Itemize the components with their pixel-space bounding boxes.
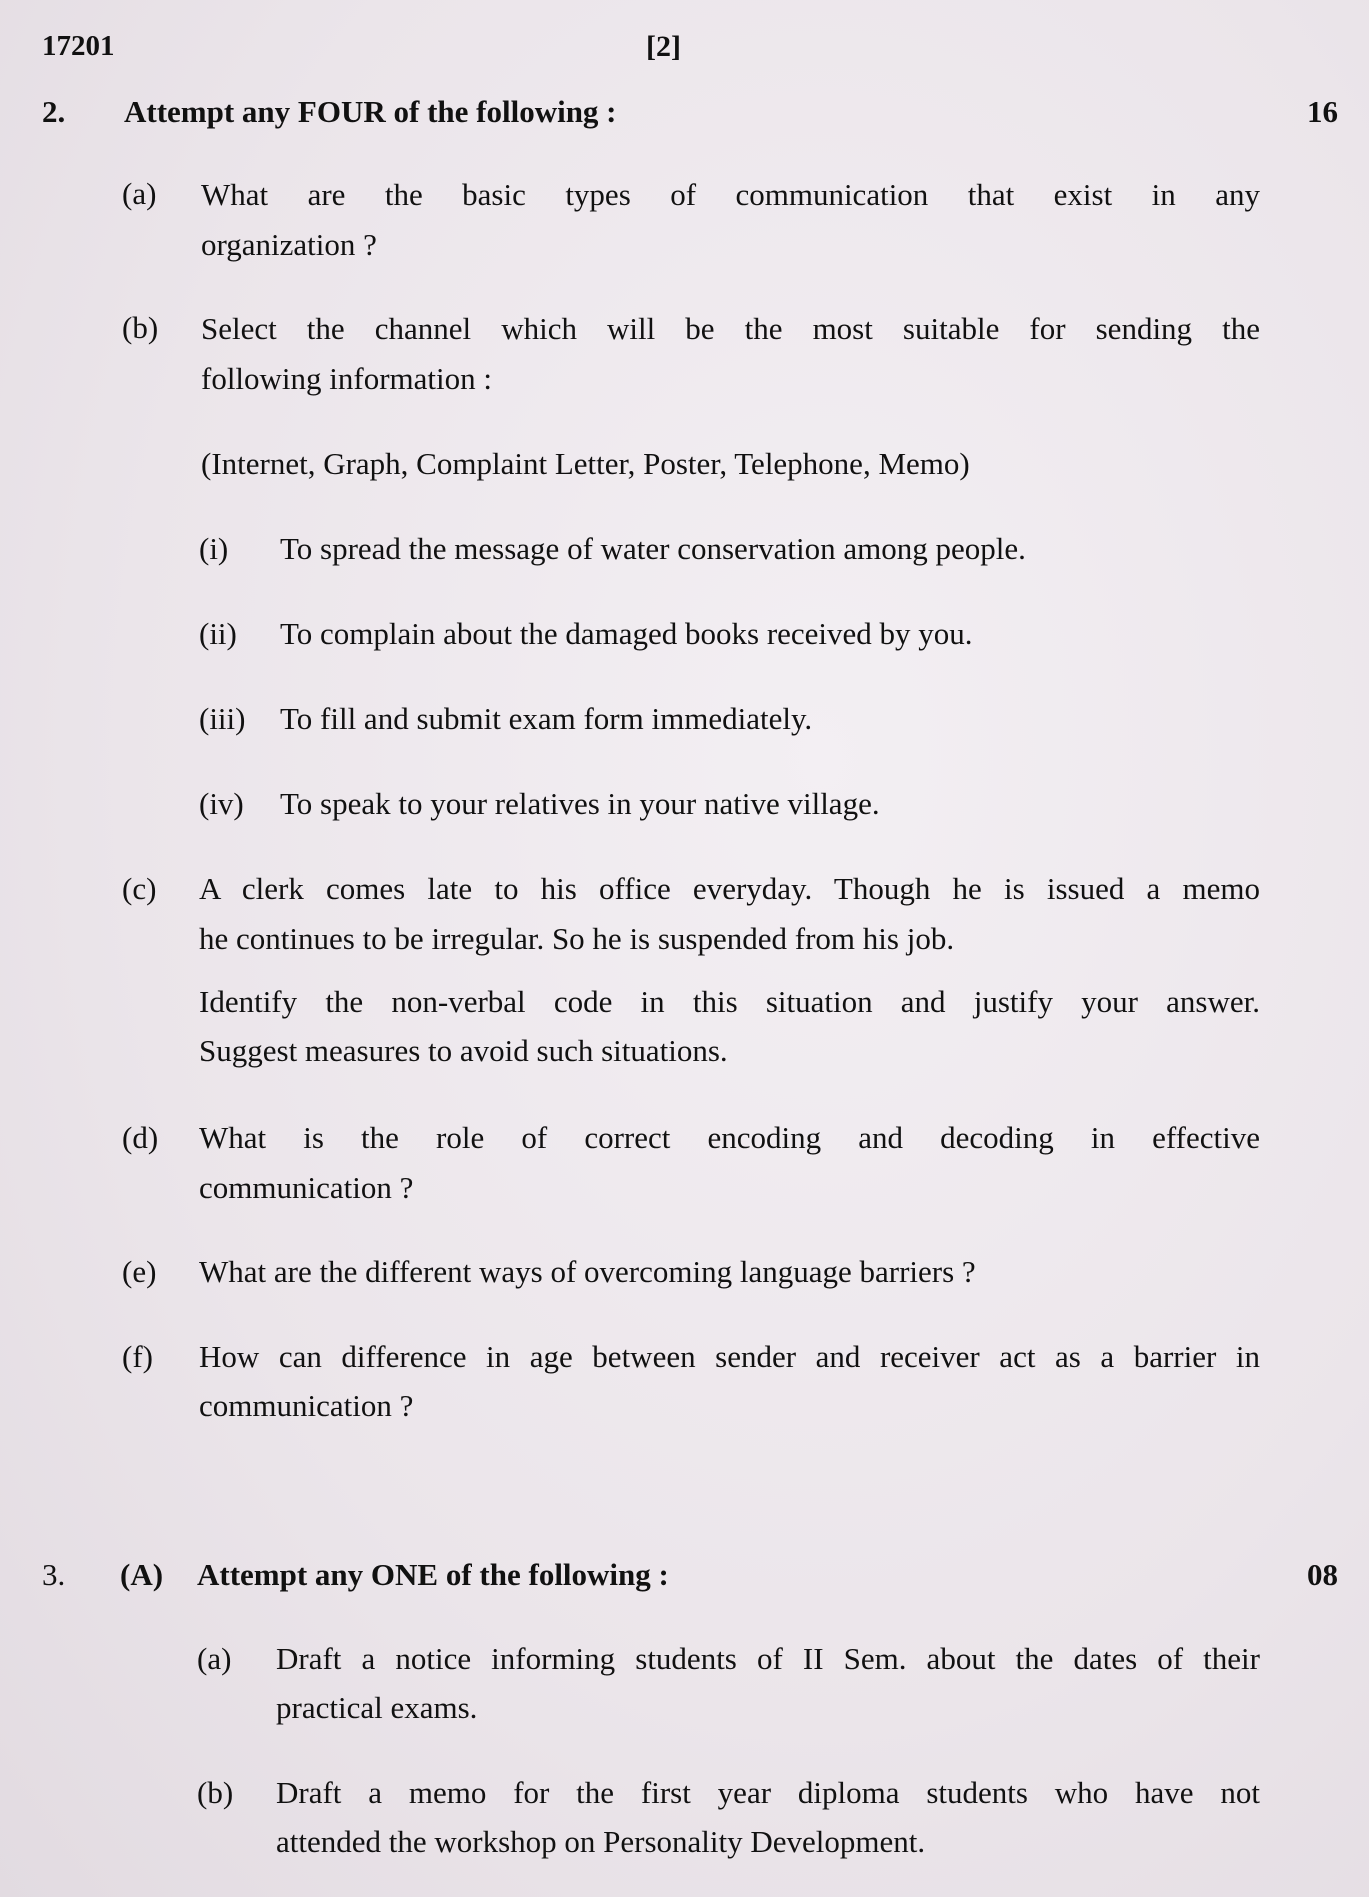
question-2-title: Attempt any FOUR of the following : <box>124 94 617 129</box>
paper-code: 17201 <box>42 30 115 62</box>
q2c-line3: Identify the non-verbal code in this situation and justify your answer. <box>199 984 1260 1019</box>
q2f-line2: communication ? <box>199 1388 414 1423</box>
q2f-label: (f) <box>122 1339 153 1374</box>
q2b-label: (b) <box>122 310 159 345</box>
question-3-marks: 08 <box>1307 1557 1338 1592</box>
q2f-line1: How can difference in age between sender and receiver act as a barrier in <box>199 1339 1260 1374</box>
page-number: [2] <box>646 30 681 63</box>
q2a-line1: What are the basic types of communication that exist in any <box>201 177 1260 212</box>
q3a-line2: practical exams. <box>276 1690 478 1725</box>
q2e-line1: What are the different ways of overcoming language barriers ? <box>199 1254 976 1289</box>
q2b-i-text: To spread the message of water conservation among people. <box>280 531 1026 566</box>
q2b-ii-label: (ii) <box>199 616 237 651</box>
q2b-line1: Select the channel which will be the most suitable for sending the <box>201 311 1260 346</box>
q2b-i-label: (i) <box>199 531 229 566</box>
q3a-line1: Draft a notice informing students of II Sem. about the dates of their <box>276 1641 1260 1676</box>
q2b-options: (Internet, Graph, Complaint Letter, Poster, Telephone, Memo) <box>201 446 970 481</box>
q2c-label: (c) <box>122 871 157 906</box>
q2e-label: (e) <box>122 1254 157 1289</box>
question-3-title: Attempt any ONE of the following : <box>197 1557 669 1592</box>
q2c-line2: he continues to be irregular. So he is suspended from his job. <box>199 921 955 956</box>
q2d-label: (d) <box>122 1120 159 1155</box>
q3b-line2: attended the workshop on Personality Development. <box>276 1824 926 1859</box>
q2d-line2: communication ? <box>199 1170 414 1205</box>
q3b-line1: Draft a memo for the first year diploma students who have not <box>276 1775 1260 1810</box>
q2b-iv-label: (iv) <box>199 786 244 821</box>
question-2-number: 2. <box>42 94 66 129</box>
q2b-iii-label: (iii) <box>199 701 246 736</box>
q2a-label: (a) <box>122 176 157 211</box>
q2d-line1: What is the role of correct encoding and decoding in effective <box>199 1120 1260 1155</box>
q2a-line2: organization ? <box>201 227 377 262</box>
q3b-label: (b) <box>197 1775 234 1810</box>
q2c-line1: A clerk comes late to his office everyday. Though he is issued a memo <box>199 871 1260 906</box>
q2b-iv-text: To speak to your relatives in your native village. <box>280 786 880 821</box>
question-3-number: 3. <box>42 1557 66 1592</box>
q2b-iii-text: To fill and submit exam form immediately. <box>280 701 813 736</box>
question-2-marks: 16 <box>1307 94 1338 129</box>
q2b-ii-text: To complain about the damaged books received by you. <box>280 616 973 651</box>
q3a-label: (a) <box>197 1641 232 1676</box>
q2c-line4: Suggest measures to avoid such situations. <box>199 1033 728 1068</box>
q2b-line2: following information : <box>201 361 493 396</box>
question-3-part-label: (A) <box>120 1557 164 1592</box>
